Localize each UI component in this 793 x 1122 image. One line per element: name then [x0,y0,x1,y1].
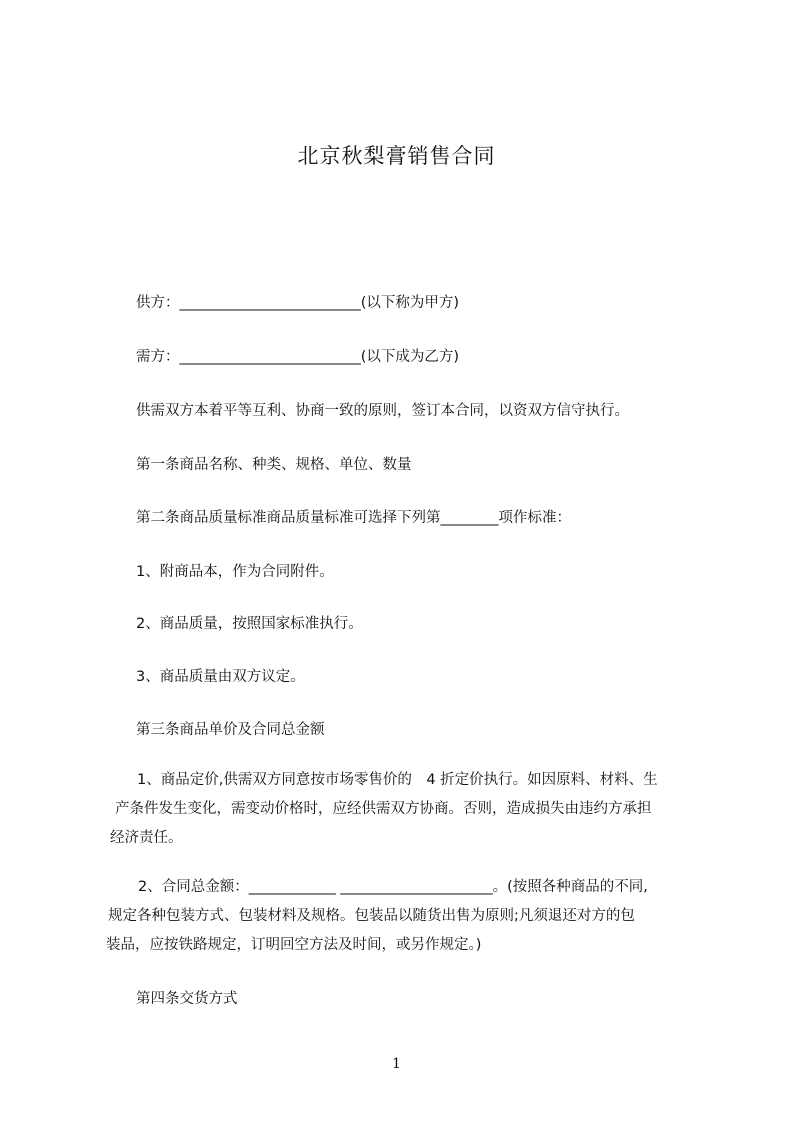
article-4-heading: 第四条交货方式 [136,991,238,1007]
article-3-item-1-line-3: 经济责任。 [110,830,183,846]
article-3-item-1-line-1: 1、商品定价,供需双方同意按市场零售价的 4 折定价执行。如因原料、材料、生 [137,772,658,788]
page-number: 1 [392,1056,401,1072]
buyer-line: 需方：_________________________(以下成为乙方) [136,349,460,365]
article-3-item-2-line-2: 规定各种包装方式、包装材料及规格。包装品以随货出售为原则;凡须退还对方的包 [108,908,635,924]
article-2-item-2: 2、商品质量，按照国家标准执行。 [136,616,363,632]
article-3-item-2-line-1: 2、合同总金额：____________ _____________________。(按照各种商品的不同, [138,879,648,895]
article-1-heading: 第一条商品名称、种类、规格、单位、数量 [136,457,412,473]
article-3-item-2 [106,873,648,960]
article-3-heading: 第三条商品单价及合同总金额 [136,722,325,738]
article-2-heading: 第二条商品质量标准商品质量标准可选择下列第________项作标准： [136,510,571,526]
article-2-item-3: 3、商品质量由双方议定。 [136,669,305,685]
article-3-item-1 [110,766,658,853]
document-title: 北京秋梨膏销售合同 [297,144,496,168]
article-3-item-2-line-3: 装品，应按铁路规定，订明回空方法及时间，或另作规定。) [106,937,482,953]
supplier-line: 供方：_________________________(以下称为甲方) [136,295,460,311]
article-2-item-1: 1、附商品本，作为合同附件。 [136,564,334,580]
intro-paragraph: 供需双方本着平等互利、协商一致的原则，签订本合同，以资双方信守执行。 [136,403,629,419]
article-3-item-1-line-2: 产条件发生变化，需变动价格时，应经供需双方协商。否则，造成损失由违约方承担 [115,801,652,817]
